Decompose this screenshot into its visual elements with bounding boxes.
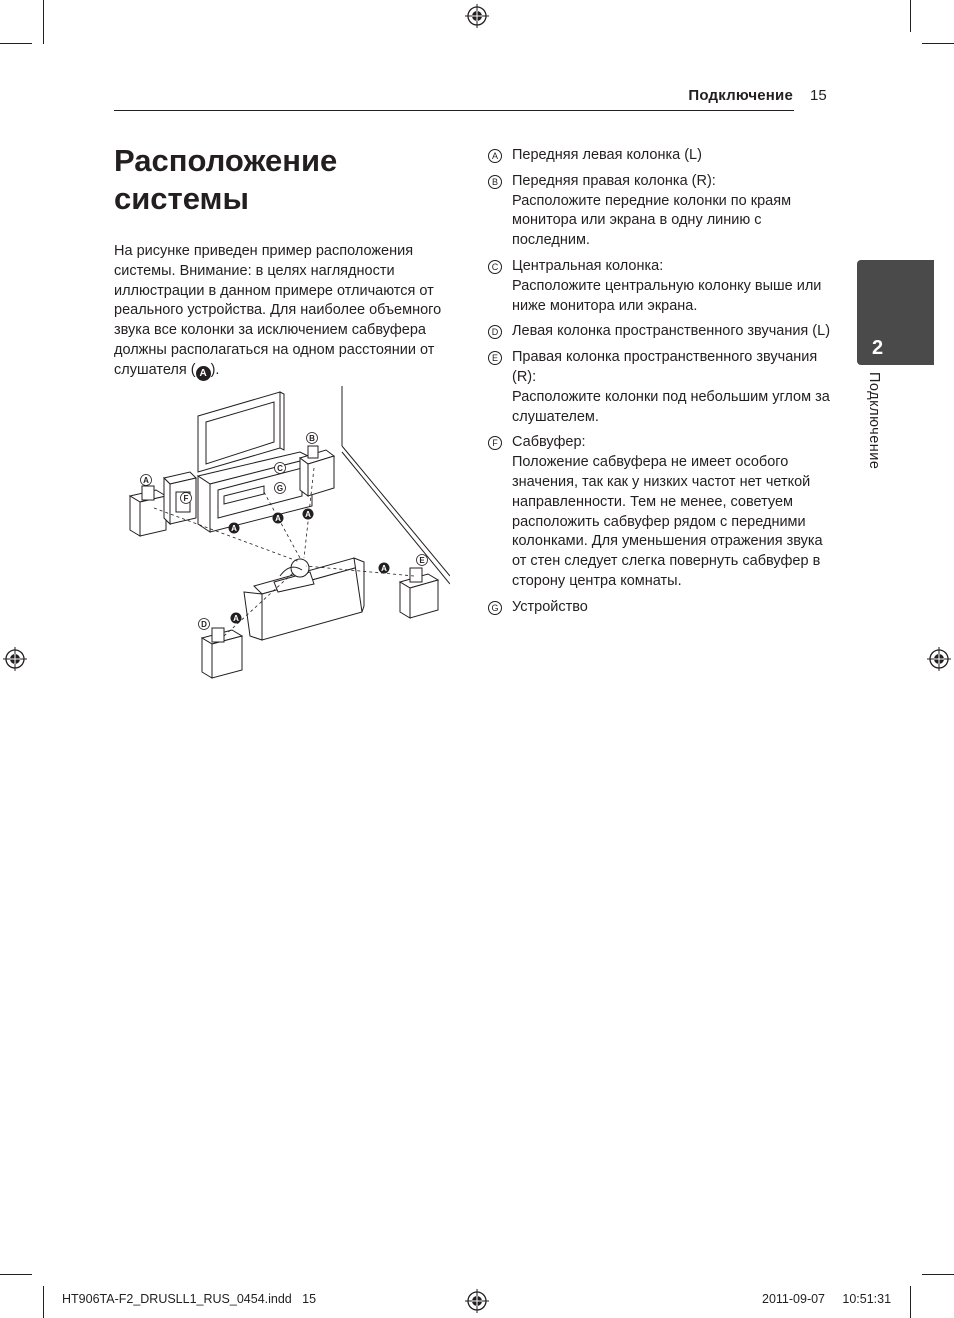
legend-letter: G bbox=[488, 601, 502, 615]
header-section-title: Подключение bbox=[688, 87, 793, 104]
svg-text:F: F bbox=[183, 494, 189, 503]
chapter-tab-label: Подключение bbox=[866, 372, 882, 470]
svg-text:A: A bbox=[231, 524, 237, 533]
legend-item bbox=[488, 598, 833, 618]
legend-letter: A bbox=[488, 149, 502, 163]
label-a-front-left bbox=[141, 475, 152, 486]
distance-marker bbox=[303, 509, 314, 520]
svg-text:A: A bbox=[381, 564, 387, 573]
legend-item bbox=[488, 433, 833, 591]
legend-text: Передняя левая колонка (L) bbox=[512, 147, 702, 163]
svg-text:D: D bbox=[201, 620, 207, 629]
crop-mark bbox=[910, 1286, 911, 1318]
legend-text: Правая колонка пространственного звучания (R): Расположите колонки под небольшим углом за слушателем. bbox=[512, 349, 830, 425]
front-right-speaker-icon bbox=[300, 446, 334, 496]
crop-mark bbox=[43, 0, 44, 44]
legend-letter: E bbox=[488, 351, 502, 365]
legend-text: Передняя правая колонка (R): Расположите передние колонки по краям монитора или экрана в одну линию с последним. bbox=[512, 172, 792, 249]
registration-mark-icon bbox=[465, 4, 489, 28]
svg-text:A: A bbox=[143, 476, 149, 485]
legend-item bbox=[488, 322, 833, 342]
registration-mark-icon bbox=[927, 647, 951, 671]
distance-marker bbox=[229, 523, 240, 534]
registration-mark-icon bbox=[3, 647, 27, 671]
legend-letter: B bbox=[488, 175, 502, 189]
front-left-speaker-icon bbox=[130, 486, 166, 536]
label-d-surround-left bbox=[199, 619, 210, 630]
intro-end: ). bbox=[210, 361, 220, 378]
legend-item bbox=[488, 348, 833, 427]
svg-text:E: E bbox=[419, 556, 425, 565]
legend-text: Левая колонка пространственного звучания (L) bbox=[512, 323, 831, 340]
label-g-device bbox=[275, 483, 286, 494]
svg-text:A: A bbox=[305, 510, 311, 519]
distance-marker bbox=[273, 513, 284, 524]
svg-text:C: C bbox=[277, 464, 283, 473]
footer-file-name: HT906TA-F2_DRUSLL1_RUS_0454.indd 15 bbox=[62, 1292, 317, 1306]
label-c-center bbox=[275, 463, 286, 474]
label-f-subwoofer bbox=[181, 493, 192, 504]
speaker-legend bbox=[488, 146, 833, 624]
distance-marker bbox=[231, 613, 242, 624]
legend-item bbox=[488, 257, 833, 316]
legend-letter: D bbox=[488, 325, 502, 339]
svg-text:B: B bbox=[309, 434, 315, 443]
crop-mark bbox=[922, 1274, 954, 1275]
page-title: Расположение системы bbox=[114, 143, 338, 216]
legend-text: Сабвуфер: Положение сабвуфера не имеет особого значения, так как у низких частот нет четкой направленности. Тем не менее, советуем расположить сабвуфер рядом с передними колонками. Для уменьшения отражения звука от стен следует слегка повернуть сабвуфер в сторону центра комнаты. bbox=[512, 434, 823, 589]
room-wall bbox=[342, 446, 450, 576]
svg-text:A: A bbox=[275, 514, 281, 523]
legend-letter: C bbox=[488, 260, 502, 274]
intro-badge: A bbox=[196, 366, 211, 381]
intro-text: На рисунке приведен пример расположения системы. Внимание: в целях наглядности иллюстрации в данном примере отличаются от реального устройства. Для наиболее объемного звука все колонки за исключением сабвуфера должны располагаться на одном расстоянии от слушателя ( bbox=[114, 243, 442, 378]
page-number: 15 bbox=[810, 87, 827, 104]
footer-datetime: 2011-09-07 10:51:31 bbox=[762, 1292, 892, 1306]
distance-marker bbox=[379, 563, 390, 574]
crop-mark bbox=[0, 43, 32, 44]
legend-item bbox=[488, 146, 833, 166]
legend-text: Центральная колонка: Расположите центральную колонку выше или ниже монитора или экрана. bbox=[512, 257, 822, 314]
label-b-front-right bbox=[307, 433, 318, 444]
chapter-number: 2 bbox=[872, 337, 884, 359]
surround-left-speaker-icon bbox=[202, 628, 242, 678]
legend-letter: F bbox=[488, 436, 502, 450]
crop-mark bbox=[0, 1274, 32, 1275]
header-divider bbox=[114, 110, 794, 111]
legend-item bbox=[488, 172, 833, 251]
legend-text: Устройство bbox=[512, 598, 588, 615]
speaker-layout-diagram bbox=[114, 386, 450, 686]
intro-paragraph bbox=[114, 242, 450, 381]
crop-mark bbox=[922, 43, 954, 44]
crop-mark bbox=[43, 1286, 44, 1318]
sofa-icon bbox=[244, 558, 364, 640]
svg-text:A: A bbox=[233, 614, 239, 623]
crop-mark bbox=[910, 0, 911, 32]
svg-text:G: G bbox=[276, 484, 284, 493]
chapter-tab bbox=[857, 260, 934, 365]
label-e-surround-right bbox=[417, 555, 428, 566]
registration-mark-icon bbox=[465, 1289, 489, 1313]
